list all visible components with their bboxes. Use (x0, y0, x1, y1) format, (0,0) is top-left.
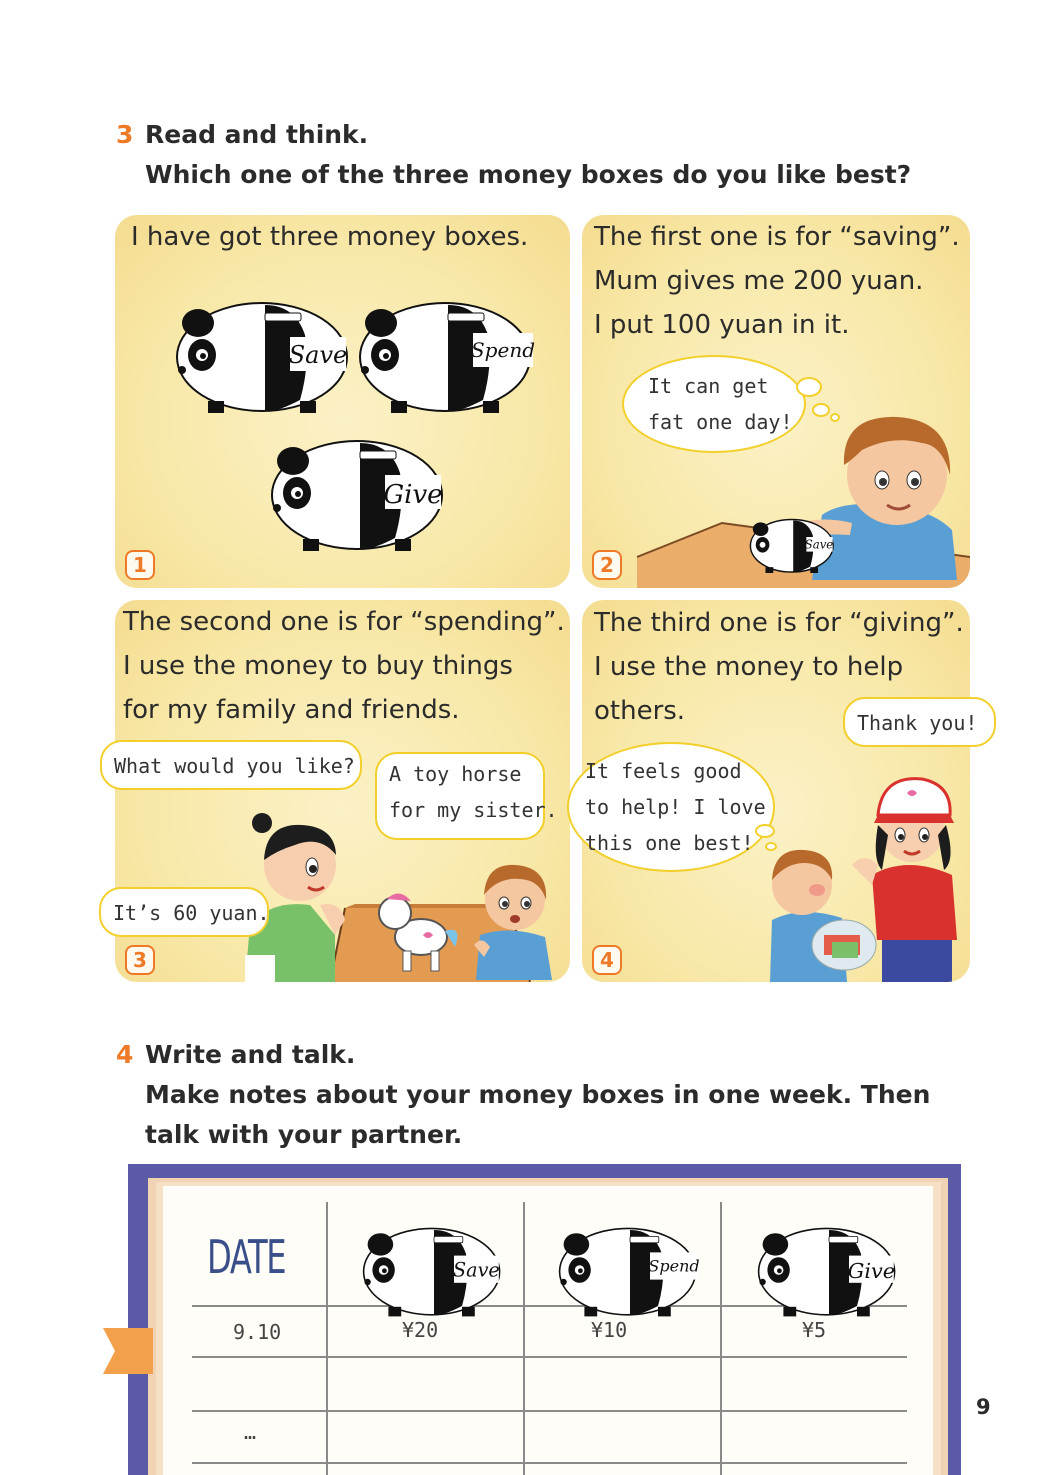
save-box-small-icon (747, 515, 837, 577)
svg-text:Give: Give (847, 1259, 896, 1283)
section-3-question: Which one of the three money boxes do you like best? (145, 160, 912, 189)
panel-4-line-2: I use the money to help (594, 652, 904, 682)
section-4-text-line-1: Make notes about your money boxes in one week. Then (145, 1080, 931, 1109)
panel-2-badge: 2 (592, 550, 622, 580)
panel-3-line-3: for my family and friends. (123, 695, 460, 725)
table-column-rule (720, 1202, 722, 1475)
page-number: 9 (976, 1395, 991, 1419)
panel-1-caption: I have got three money boxes. (131, 222, 529, 252)
thought-line-3: this one best! (585, 831, 754, 855)
panel-2-line-1: The first one is for “saving”. (594, 222, 960, 252)
svg-text:Give: Give (383, 480, 443, 510)
give-box-icon (752, 1222, 902, 1322)
table-cell-spend: ¥10 (591, 1318, 628, 1342)
svg-text:Save: Save (453, 1258, 500, 1282)
table-cell-give: ¥5 (802, 1318, 827, 1342)
panel-2-line-3: I put 100 yuan in it. (594, 310, 850, 340)
panel-1-badge: 1 (125, 550, 155, 580)
table-rule (192, 1410, 907, 1412)
section-4-title: Write and talk. (145, 1040, 356, 1069)
thought-line-1: It can get (648, 374, 769, 398)
speech-bubble-thank-you: Thank you! (843, 697, 996, 747)
section-3-number: 3 (116, 120, 134, 149)
thought-line-2: fat one day! (648, 410, 793, 434)
table-column-rule (523, 1202, 525, 1475)
svg-text:Spend: Spend (470, 338, 536, 362)
date-header: DATE (207, 1230, 286, 1284)
thought-bubble-feels-good (567, 742, 775, 872)
toy-horse-illustration (373, 885, 463, 975)
speech-bubble-price: It’s 60 yuan. (99, 887, 269, 937)
reply-line-1: A toy horse (389, 762, 522, 786)
save-box-icon (170, 295, 355, 420)
comic-panel-1 (115, 215, 570, 588)
comic-panel-2 (582, 215, 970, 588)
table-cell-save: ¥20 (402, 1318, 439, 1342)
panel-4-line-3: others. (594, 696, 686, 726)
panel-4-badge: 4 (592, 945, 622, 975)
thought-line-2: to help! I love (585, 795, 766, 819)
thought-dot (765, 842, 777, 851)
spend-box-icon (553, 1222, 703, 1322)
svg-text:Spend: Spend (648, 1256, 700, 1276)
table-rule (192, 1462, 907, 1464)
speech-bubble-toy-horse (375, 752, 558, 840)
thought-bubble-fat (622, 355, 806, 453)
thought-dot (755, 824, 775, 838)
give-box-icon (265, 433, 450, 558)
table-rule (192, 1356, 907, 1358)
svg-text:Save: Save (804, 537, 834, 552)
table-cell-date: 9.10 (233, 1320, 282, 1344)
save-box-icon (357, 1222, 507, 1322)
section-3-title: Read and think. (145, 120, 369, 149)
section-4-number: 4 (116, 1040, 134, 1069)
boy-illustration (470, 855, 560, 980)
table-column-rule (326, 1202, 328, 1475)
svg-text:Save: Save (288, 341, 348, 369)
panel-3-line-1: The second one is for “spending”. (123, 607, 565, 637)
panel-3-badge: 3 (125, 945, 155, 975)
reply-line-2: for my sister. (389, 798, 558, 822)
thought-line-1: It feels good (585, 759, 742, 783)
panel-2-line-2: Mum gives me 200 yuan. (594, 266, 924, 296)
bookmark-ribbon-icon (103, 1328, 153, 1374)
panel-3-line-2: I use the money to buy things (123, 651, 513, 681)
speech-bubble-what-would-you-like: What would you like? (100, 740, 362, 790)
panel-4-line-1: The third one is for “giving”. (594, 608, 964, 638)
section-4-text-line-2: talk with your partner. (145, 1120, 463, 1149)
giving-boy-illustration (762, 830, 882, 982)
thought-dot (796, 377, 822, 397)
spend-box-icon (353, 295, 538, 420)
table-cell-ellipsis: … (244, 1420, 257, 1444)
